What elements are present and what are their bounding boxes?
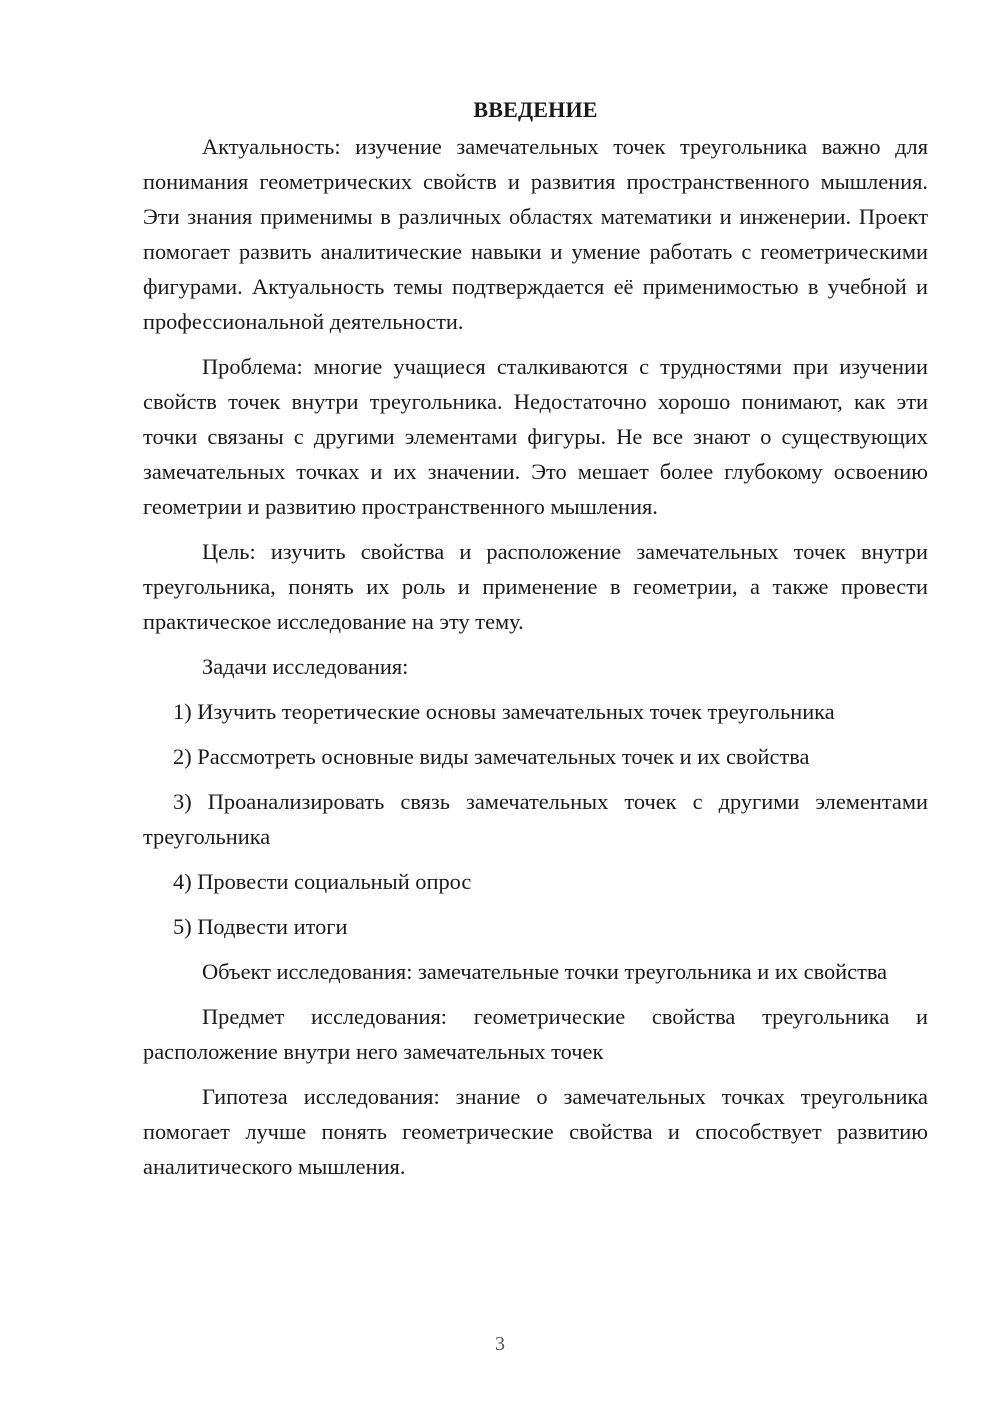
task-item: 2) Рассмотреть основные виды замечательных точек и их свойства — [173, 744, 810, 769]
research-subject-paragraph: Предмет исследования: геометрические свойства треугольника и расположение внутри него замечательных точек — [143, 1004, 928, 1064]
section-heading: ВВЕДЕНИЕ — [473, 97, 598, 122]
task-item: 4) Провести социальный опрос — [173, 869, 472, 894]
task-item: 5) Подвести итоги — [173, 914, 348, 939]
document-page — [143, 92, 928, 1194]
tasks-heading: Задачи исследования: — [202, 654, 409, 679]
hypothesis-paragraph: Гипотеза исследования: знание о замечательных точках треугольника помогает лучше понять геометрические свойства и способствует развитию аналитического мышления. — [143, 1084, 928, 1179]
page-number: 3 — [495, 1333, 505, 1355]
task-item: 1) Изучить теоретические основы замечательных точек треугольника — [173, 699, 835, 724]
goal-paragraph: Цель: изучить свойства и расположение замечательных точек внутри треугольника, понять их роль и применение в геометрии, а также провести практическое исследование на эту тему. — [143, 539, 928, 634]
research-object-paragraph: Объект исследования: замечательные точки треугольника и их свойства — [202, 959, 888, 984]
problem-paragraph: Проблема: многие учащиеся сталкиваются с трудностями при изучении свойств точек внутри треугольника. Недостаточно хорошо понимают, как эти точки связаны с другими элементами фигуры. Не все знают о существующих замечательных точках и их значении. Это мешает более глубокому освоению геометрии и развитию пространственного мышления. — [143, 354, 928, 519]
relevance-paragraph: Актуальность: изучение замечательных точек треугольника важно для понимания геометрических свойств и развития пространственного мышления. Эти знания применимы в различных областях математики и инженерии. Проект помогает развить аналитические навыки и умение работать с геометрическими фигурами. Актуальность темы подтверждается её применимостью в учебной и профессиональной деятельности. — [143, 134, 928, 334]
task-item: 3) Проанализировать связь замечательных точек с другими элементами треугольника — [143, 789, 928, 849]
